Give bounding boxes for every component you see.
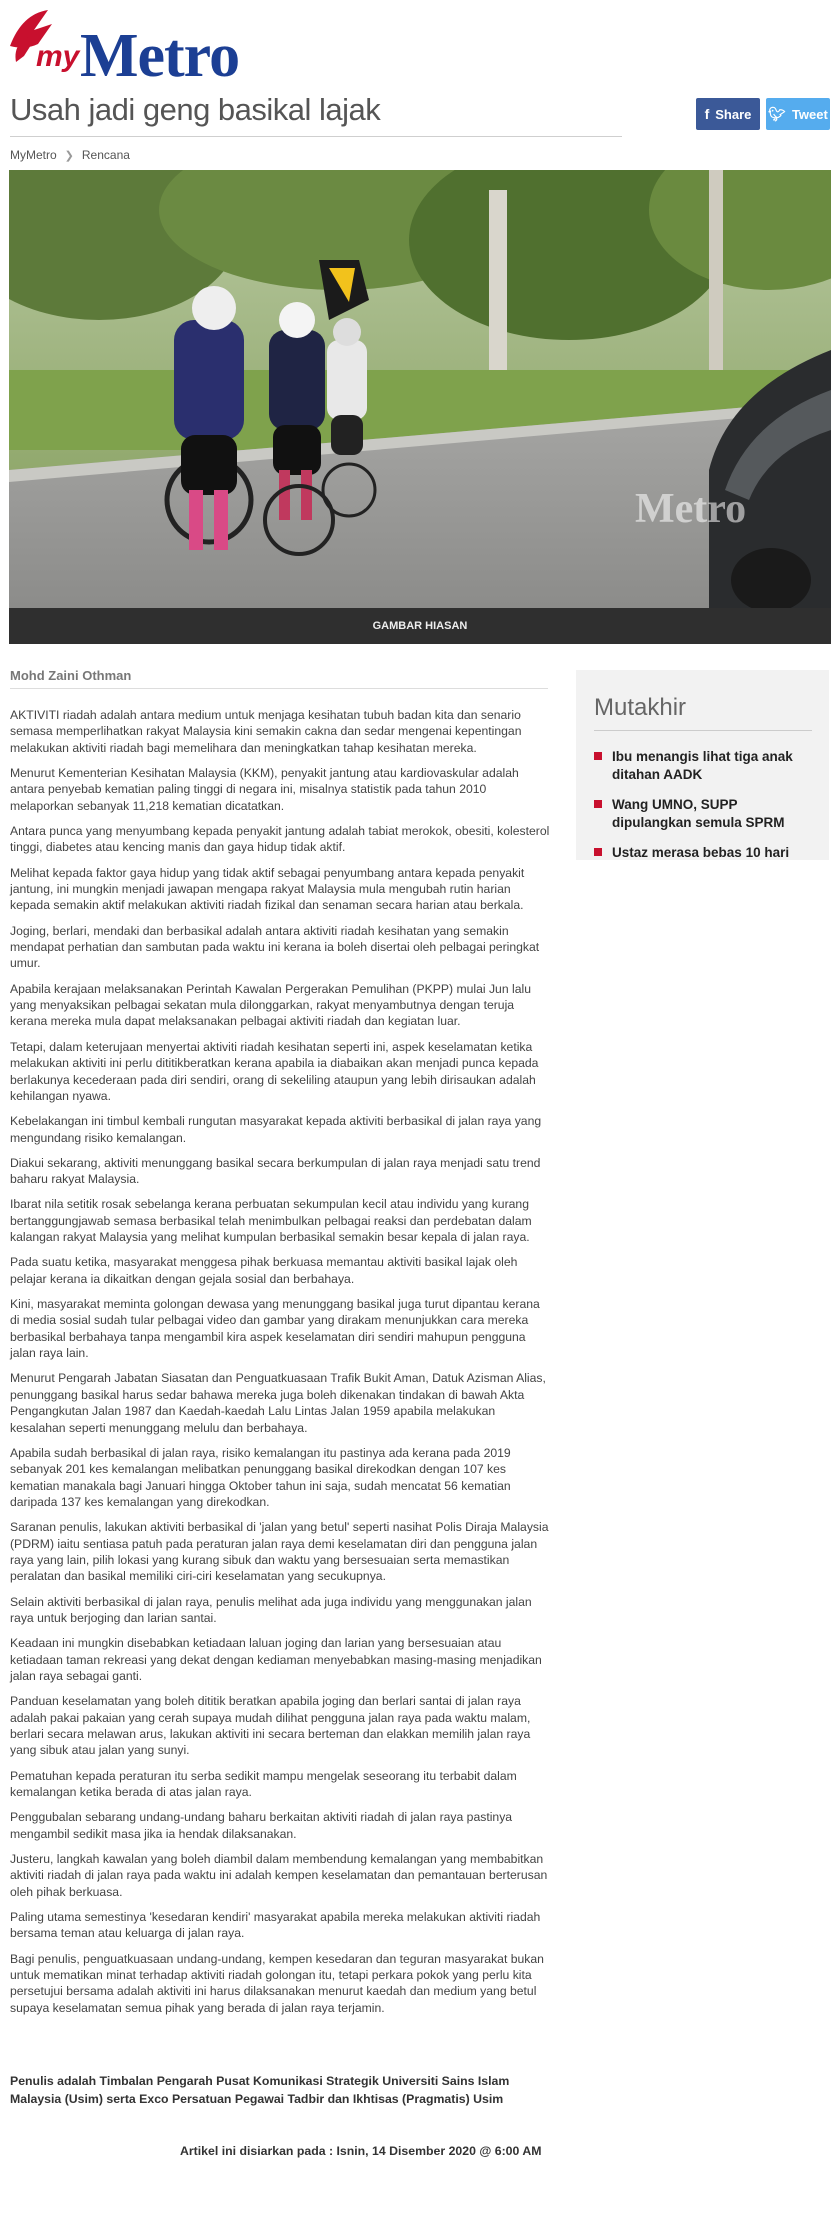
article-paragraph: Selain aktiviti berbasikal di jalan raya, penulis melihat ada juga individu yang menggunakan jalan raya untuk berjoging dan larian santai. xyxy=(10,1594,532,1626)
facebook-share-label: Share xyxy=(715,106,752,122)
article-headline: Usah jadi geng basikal lajak xyxy=(10,92,381,127)
breadcrumb-section[interactable]: Rencana xyxy=(81,148,130,162)
latest-news-item[interactable] xyxy=(594,796,819,832)
latest-news-item[interactable] xyxy=(594,844,819,860)
article-body xyxy=(10,707,550,2025)
latest-news-sidebar xyxy=(576,670,829,860)
breadcrumb-home[interactable]: MyMetro xyxy=(10,148,57,162)
article-paragraph: Menurut Kementerian Kesihatan Malaysia (KKM), penyakit jantung atau kardiovaskular adalah antara penyebab kematian paling tinggi di negara ini, misalnya statistik pada tahun 2010 melaporkan sebanyak 11,218 kematian dicatatkan. xyxy=(10,766,519,813)
latest-news-item[interactable] xyxy=(594,748,819,784)
sidebar-title: Mutakhir xyxy=(594,694,687,721)
article-author[interactable]: Mohd Zaini Othman xyxy=(10,668,132,683)
latest-news-title[interactable]: Wang UMNO, SUPP dipulangkan semula SPRM xyxy=(612,797,785,830)
article-paragraph: Saranan penulis, lakukan aktiviti berbasikal di 'jalan yang betul' seperti nasihat Polis Diraja Malaysia (PDRM) iaitu sentiasa patuh pada peraturan jalan raya demi keselamatan diri dan pengguna jalan raya yang lain, pilih lokasi yang kurang sibuk dan waktu yang bersesuaian serta memastikan peralatan dan basikal memiliki ciri-ciri keselamatan yang secukupnya. xyxy=(10,1520,549,1584)
sidebar-divider xyxy=(594,730,812,731)
headline-divider xyxy=(10,136,622,137)
twitter-tweet-label: Tweet xyxy=(791,106,828,122)
article-paragraph: Panduan keselamatan yang boleh dititik beratkan apabila joging dan berlari santai di jalan raya adalah pakai pakaian yang cerah supaya mudah dilihat pengguna jalan raya pada waktu malam, berlari secara melawan arus, lakukan aktiviti ini secara berteman dan elakkan memilih jalan raya yang sibuk atau jalan yang sunyi. xyxy=(10,1694,531,1758)
article-paragraph: Menurut Pengarah Jabatan Siasatan dan Penguatkuasaan Trafik Bukit Aman, Datuk Azisman Alias, penunggang basikal harus sedar bahawa mereka juga boleh dikenakan tindakan di bawah Akta Pengangkutan Jalan 1987 dan Kaedah-kaedah Lalu Lintas Jalan 1959 apabila melakukan kesalahan seperti menunggang melulu dan berbahaya. xyxy=(10,1371,546,1435)
latest-news-title[interactable]: Ustaz merasa bebas 10 hari xyxy=(612,845,790,860)
article-paragraph: Melihat kepada faktor gaya hidup yang tidak aktif sebagai penyumbang antara kepada penyakit jantung, ini mungkin menjadi jawapan mengapa rakyat Malaysia mula mengubah rutin harian kepada semakin aktif melakukan aktiviti riadah fizikal dan senaman secara harian atau berkala. xyxy=(10,865,525,913)
article-paragraph: Apabila sudah berbasikal di jalan raya, risiko kemalangan itu pastinya ada kerana pada 2019 sebanyak 201 kes kemalangan melibatkan penunggang basikal direkodkan dengan 107 kes kematian manakala bagi Januari hingga Oktober tahun ini saja, sudah mencatat 56 kematian daripada 137 kes kemalangan yang direkodkan. xyxy=(10,1445,511,1510)
latest-news-title[interactable]: Ibu menangis lihat tiga anak ditahan AADK xyxy=(612,749,793,782)
latest-news-list xyxy=(594,748,819,860)
article-paragraph: Bagi penulis, penguatkuasaan undang-undang, kempen kesedaran dan teguran masyarakat bukan untuk mematikan minat terhadap aktiviti riadah golongan itu, tetapi perkara pokok yang perlu kita persetujui bersama adalah aktiviti ini harus dilaksanakan menurut kaedah dan medium yang betul supaya keselamatan semua pihak yang berada di jalan raya terjamin. xyxy=(10,1951,544,2015)
article-paragraph: Antara punca yang menyumbang kepada penyakit jantung adalah tabiat merokok, obesiti, kolesterol tinggi, diabetes atau kencing manis dan gaya hidup tidak aktif. xyxy=(10,824,550,855)
writer-note: Penulis adalah Timbalan Pengarah Pusat Komunikasi Strategik Universiti Sains Islam Malaysia (Usim) serta Exco Persatuan Pegawai Tadbir dan Ikhtisas (Pragmatis) Usim xyxy=(10,2074,510,2106)
article-paragraph: Tetapi, dalam keterujaan menyertai aktiviti riadah kesihatan seperti ini, aspek keselamatan ketika melakukan aktiviti ini perlu dititikberatkan kerana apabila ia diabaikan akan menjadi punca kepada berlakunya kecederaan pada diri sendiri, orang di sekeliling ataupun yang lebih dirisaukan adalah kehilangan nyawa. xyxy=(10,1039,539,1103)
twitter-tweet-button[interactable] xyxy=(766,98,830,130)
article-paragraph: Ibarat nila setitik rosak sebelanga kerana perbuatan sekumpulan kecil atau individu yang kurang bertanggungjawab semasa berbasikal telah menimbulkan pelbagai reaksi dan perdebatan dalam kalangan rakyat Malaysia yang melihat kumpulan berbasikal semakin besar kepala di jalan raya. xyxy=(10,1197,532,1245)
facebook-share-button[interactable] xyxy=(696,98,760,130)
twitter-icon: 🐦︎ xyxy=(768,105,786,122)
square-bullet-icon xyxy=(594,848,602,856)
article-paragraph: Joging, berlari, mendaki dan berbasikal adalah antara aktiviti riadah kesihatan yang semakin mendapat perhatian dan sambutan pada waktu ini kerana ia boleh disertai oleh pelbagai peringkat umur. xyxy=(10,923,540,971)
logo-prefix: my xyxy=(36,40,80,73)
article-paragraph: Apabila kerajaan melaksanakan Perintah Kawalan Pergerakan Pemulihan (PKPP) mulai Jun lalu yang menyaksikan pelbagai sekatan mula dilonggarkan, rakyat menyambutnya dengan teruja kerana mereka mula dapat melaksanakan pelbagai aktiviti riadah dan kegiatan luar. xyxy=(10,981,531,1029)
article-hero-image xyxy=(9,170,831,608)
article-paragraph: Kebelakangan ini timbul kembali rungutan masyarakat kepada aktiviti berbasikal di jalan raya yang mengundang risiko kemalangan. xyxy=(10,1114,542,1145)
square-bullet-icon xyxy=(594,800,602,808)
article-paragraph: Justeru, langkah kawalan yang boleh diambil dalam membendung kemalangan yang membabitkan aktiviti riadah di jalan raya pada waktu ini adalah kempen keselamatan dan pemantauan berterusan oleh pihak berkuasa. xyxy=(10,1851,548,1899)
article-paragraph: Diakui sekarang, aktiviti menunggang basikal secara berkumpulan di jalan raya menjadi satu trend baharu rakyat Malaysia. xyxy=(10,1155,541,1187)
article-paragraph: Pada suatu ketika, masyarakat menggesa pihak berkuasa memantau aktiviti basikal lajak oleh pelajar kerana ia dikaitkan dengan gejala sosial dan berbahaya. xyxy=(10,1255,518,1286)
breadcrumb xyxy=(10,148,130,162)
published-date: Artikel ini disiarkan pada : Isnin, 14 Disember 2020 @ 6:00 AM xyxy=(180,2144,542,2158)
logo-name: Metro xyxy=(80,22,240,90)
image-watermark: Metro xyxy=(635,486,747,532)
article-paragraph: Paling utama semestinya 'kesedaran kendiri' masyarakat apabila mereka melakukan aktiviti riadah bersama teman atau keluarga di jalan raya. xyxy=(10,1909,541,1941)
square-bullet-icon xyxy=(594,752,602,760)
article-paragraph: Pematuhan kepada peraturan itu serba sedikit mampu mengelak seseorang itu terbabit dalam kemalangan ketika berada di atas jalan raya. xyxy=(10,1768,517,1800)
article-paragraph: Penggubalan sebarang undang-undang baharu berkaitan aktiviti riadah di jalan raya pastinya mengambil sedikit masa jika ia hendak dilaksanakan. xyxy=(10,1810,513,1841)
mymetro-logo[interactable] xyxy=(8,4,302,90)
chevron-right-icon: ❯ xyxy=(64,149,74,162)
article-paragraph: AKTIVITI riadah adalah antara medium untuk menjaga kesihatan tubuh badan kita dan senario semasa memperlihatkan rakyat Malaysia kini semakin cakna dan sedar mengenai kepentingan melakukan aktiviti riadah bagi memelihara dan meningkatkan tahap kesihatan mereka. xyxy=(10,708,522,755)
facebook-icon: f xyxy=(704,106,710,122)
article-paragraph: Keadaan ini mungkin disebabkan ketiadaan laluan joging dan larian yang bersesuaian atau ketiadaan taman rekreasi yang dekat dengan kediaman menyebabkan masing-masing menjadikan jalan raya sebagai ganti. xyxy=(10,1636,542,1684)
image-caption: GAMBAR HIASAN xyxy=(9,608,831,644)
author-divider xyxy=(10,688,548,689)
article-paragraph: Kini, masyarakat meminta golongan dewasa yang menunggang basikal juga turut dipantau kerana di media sosial sudah tular pelbagai video dan gambar yang dirakam menunjukkan cara mereka berbasikal berbahaya tanpa mengambil kira aspek keselamatan diri sendiri mahupun pengguna jalan raya lain. xyxy=(10,1296,540,1361)
logo-graphic xyxy=(8,4,302,90)
cyclists-illustration xyxy=(9,170,831,608)
